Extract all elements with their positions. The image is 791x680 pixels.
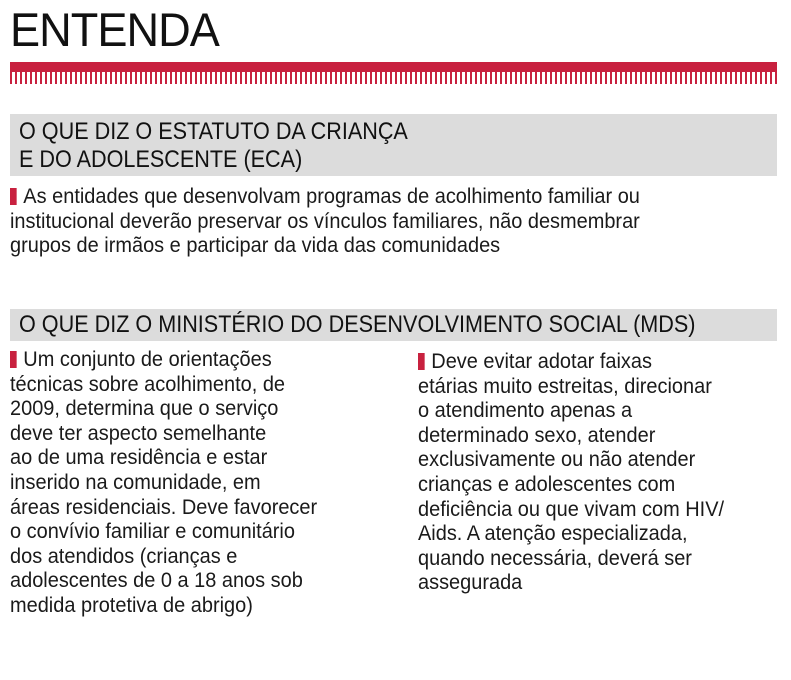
- mds-right-line: assegurada: [418, 571, 523, 595]
- eca-text-line: As entidades que desenvolvam programas de acolhimento familiar ou: [23, 185, 640, 208]
- mds-left-line: 2009, determina que o serviço: [10, 397, 279, 421]
- mds-left-line: adolescentes de 0 a 18 anos sob: [10, 569, 303, 593]
- mds-right-line: Aids. A atenção especializada,: [418, 522, 688, 546]
- eca-section-bar: [10, 114, 777, 176]
- eca-text-line: grupos de irmãos e participar da vida das comunidades: [10, 234, 501, 258]
- mds-left-line: Um conjunto de orientações: [23, 348, 272, 371]
- mds-left-line: técnicas sobre acolhimento, de: [10, 372, 286, 396]
- mds-left-line: o convívio familiar e comunitário: [10, 520, 295, 544]
- mds-right-line: etárias muito estreitas, direcionar: [418, 374, 712, 398]
- mds-left-line: ao de uma residência e estar: [10, 446, 268, 470]
- mds-left-line: inserido na comunidade, em: [10, 470, 261, 494]
- eca-heading-line-2: E DO ADOLESCENTE (ECA): [19, 146, 303, 173]
- page-title: ENTENDA: [10, 3, 219, 56]
- eca-heading-line-1: O QUE DIZ O ESTATUTO DA CRIANÇA: [19, 118, 408, 145]
- mds-left-line: deve ter aspecto semelhante: [10, 421, 267, 445]
- eca-text: [10, 185, 761, 259]
- title-rule: [10, 62, 777, 72]
- mds-right-line: exclusivamente ou não atender: [418, 448, 696, 472]
- eca-heading: [19, 114, 701, 174]
- mds-right-line: quando necessária, deverá ser: [418, 546, 692, 570]
- mds-right-line: determinado sexo, atender: [418, 423, 656, 447]
- mds-left-line: áreas residenciais. Deve favorecer: [10, 495, 318, 519]
- bullet-marker-icon: [418, 353, 425, 370]
- eca-text-line: institucional deverão preservar os vínculos familiares, não desmembrar: [10, 209, 640, 233]
- mds-right-line: Deve evitar adotar faixas: [431, 350, 652, 373]
- mds-left-line: dos atendidos (crianças e: [10, 544, 238, 568]
- mds-left-line: medida protetiva de abrigo): [10, 593, 253, 617]
- title-tick-pattern: [10, 72, 777, 84]
- mds-right-line: crianças e adolescentes com: [418, 472, 676, 496]
- bullet-marker-icon: [10, 188, 17, 205]
- mds-right-column: [418, 350, 779, 596]
- bullet-marker-icon: [10, 351, 17, 368]
- mds-right-line: deficiência ou que vivam com HIV/: [418, 497, 725, 521]
- mds-left-column: [10, 348, 390, 619]
- mds-heading: O QUE DIZ O MINISTÉRIO DO DESENVOLVIMENTO SOCIAL (MDS): [19, 311, 696, 338]
- mds-right-line: o atendimento apenas a: [418, 399, 633, 423]
- mds-section-bar: [10, 309, 777, 341]
